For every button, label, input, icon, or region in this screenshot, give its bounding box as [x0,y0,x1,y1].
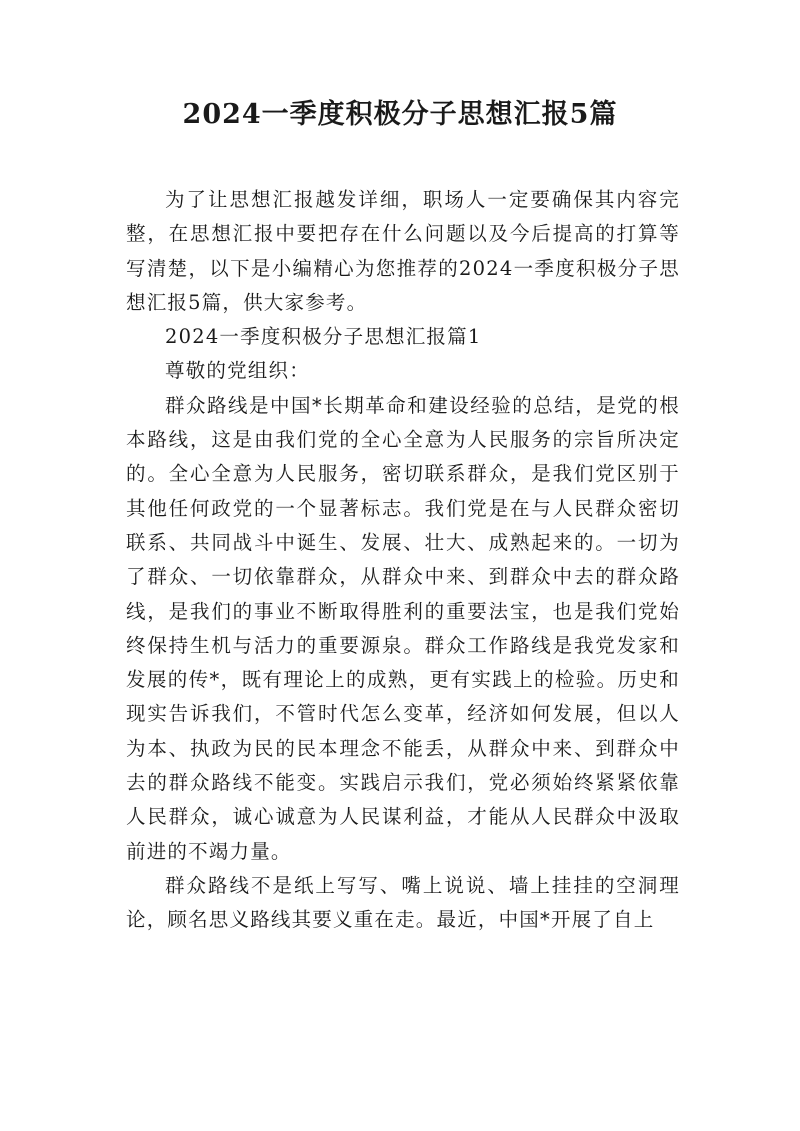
document-title: 2024一季度积极分子思想汇报5篇 [182,99,618,130]
intro-paragraph: 为了让思想汇报越发详细，职场人一定要确保其内容完整，在思想汇报中要把存在什么问题以及今后提高的打算等写清楚，以下是小编精心为您推荐的2024一季度积极分子思想汇报5篇，供大家参考。 [126,188,680,314]
body-paragraph: 群众路线是中国*长期革命和建设经验的总结，是党的根本路线，这是由我们党的全心全意为人民服务的宗旨所决定的。全心全意为人民服务，密切联系群众，是我们党区别于其他任何政党的一个显著标志。我们党是在与人民群众密切联系、共同战斗中诞生、发展、壮大、成熟起来的。一切为了群众、一切依靠群众，从群众中来、到群众中去的群众路线，是我们的事业不断取得胜利的重要法宝，也是我们党始终保持生机与活力的重要源泉。群众工作路线是我党发家和发展的传*，既有理论上的成熟，更有实践上的检验。历史和现实告诉我们，不管时代怎么变革，经济如何发展，但以人为本、执政为民的民本理念不能丢，从群众中来、到群众中去的群众路线不能变。实践启示我们，党必须始终紧紧依靠人民群众，诚心诚意为人民谋利益，才能从人民群众中汲取前进的不竭力量。 [126,393,680,863]
section-heading: 2024一季度积极分子思想汇报篇1 [165,325,482,349]
document-body [126,183,680,938]
body-paragraph: 群众路线不是纸上写写、嘴上说说、墙上挂挂的空洞理论，顾名思义路线其要义重在走。最近，中国*开展了自上 [126,873,680,932]
salutation: 尊敬的党组织： [165,359,310,383]
